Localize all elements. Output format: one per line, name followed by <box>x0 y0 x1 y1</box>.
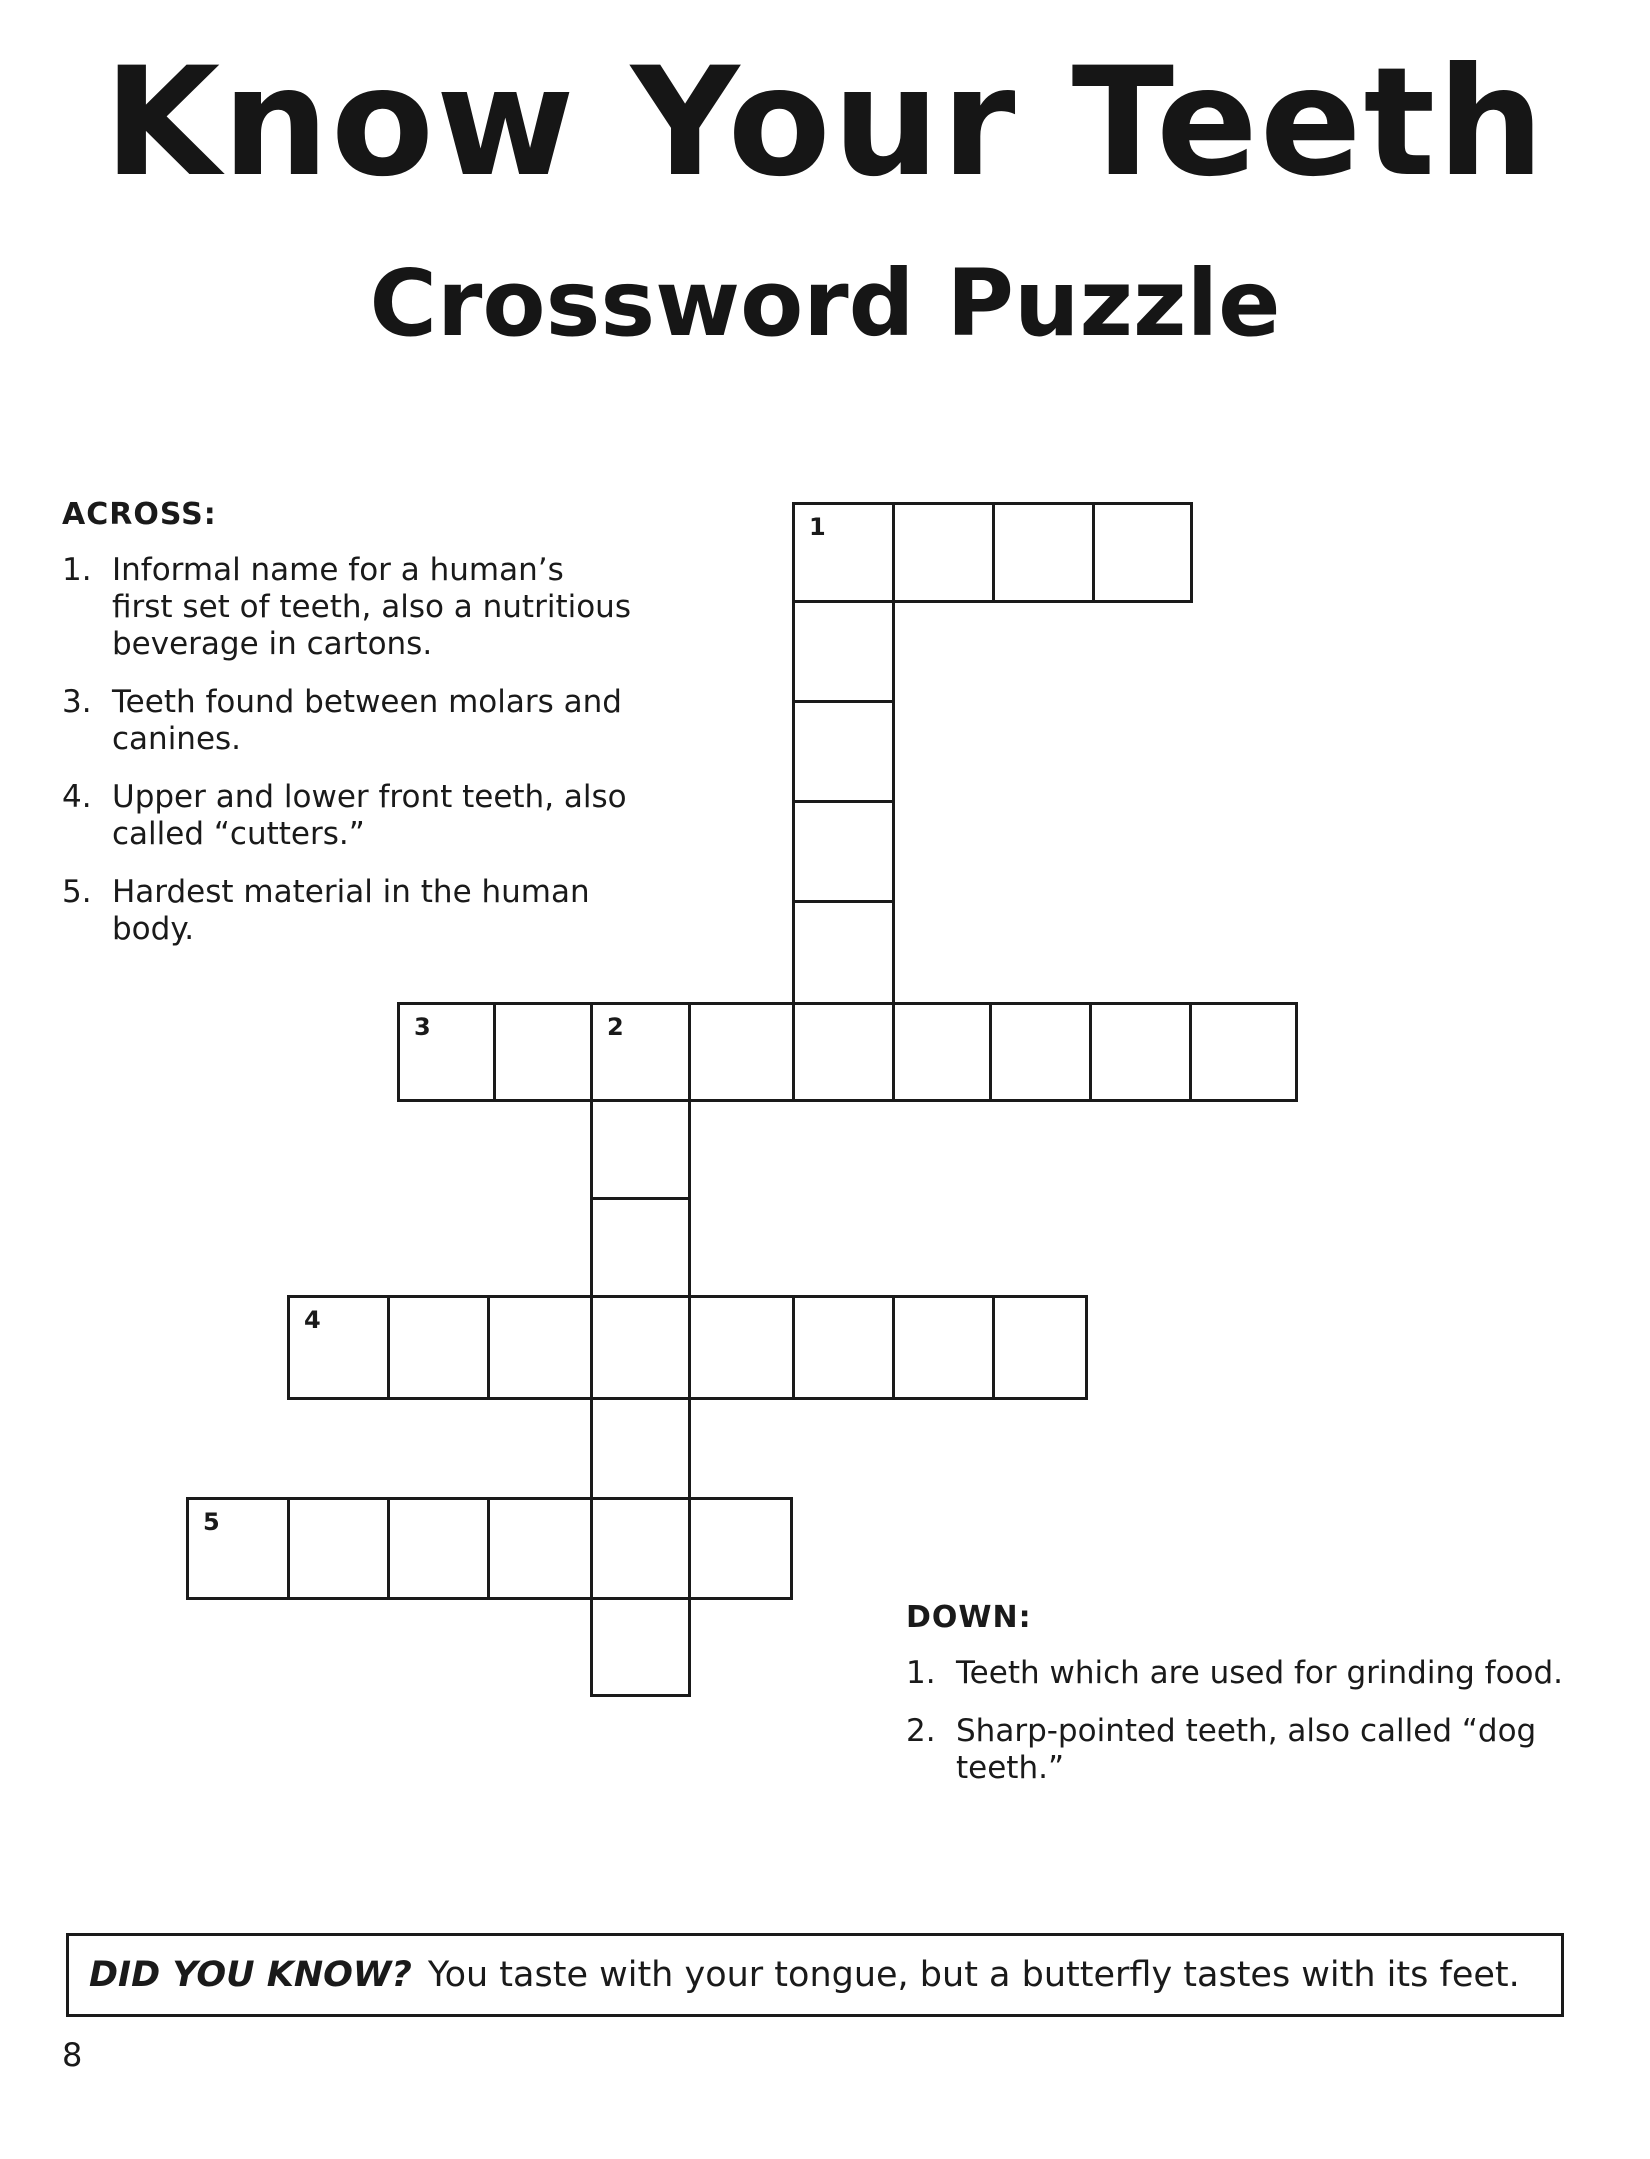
grid-cell[interactable] <box>1092 502 1193 603</box>
clue-text: Teeth which are used for grinding food. <box>956 1655 1564 1691</box>
grid-cell[interactable] <box>590 1197 691 1298</box>
grid-cell[interactable] <box>688 1497 793 1600</box>
grid-cell[interactable] <box>992 1295 1088 1400</box>
clue-text: Sharp-pointed teeth, also called “dog teeth.” <box>956 1713 1537 1786</box>
grid-cell[interactable] <box>688 1295 795 1400</box>
grid-cell[interactable] <box>792 502 895 603</box>
grid-cell[interactable] <box>1189 1002 1298 1102</box>
grid-cell[interactable] <box>387 1295 490 1400</box>
grid-cell[interactable] <box>590 1099 691 1200</box>
grid-cell[interactable] <box>487 1295 593 1400</box>
grid-cell[interactable] <box>792 600 895 703</box>
grid-cell[interactable] <box>688 1002 795 1102</box>
grid-cell[interactable] <box>892 1295 995 1400</box>
grid-cell[interactable] <box>792 1295 895 1400</box>
grid-cell[interactable] <box>287 1295 390 1400</box>
clue-number: 2. <box>906 1713 936 1749</box>
clue-number: 3. <box>62 684 92 720</box>
grid-cell[interactable] <box>792 900 895 1005</box>
grid-cell[interactable] <box>1089 1002 1192 1102</box>
did-you-know-box <box>66 1933 1564 2017</box>
grid-cell[interactable] <box>186 1497 290 1600</box>
cell-number: 4 <box>304 1306 321 1334</box>
down-clue-1 <box>906 1655 1586 1692</box>
grid-cell[interactable] <box>590 1002 691 1102</box>
grid-cell[interactable] <box>397 1002 496 1102</box>
cell-number: 1 <box>809 513 826 541</box>
across-clue-4 <box>62 779 632 853</box>
did-you-know-label: DID YOU KNOW? <box>89 1955 412 1995</box>
down-heading: DOWN: <box>906 1600 1032 1635</box>
grid-cell[interactable] <box>989 1002 1092 1102</box>
clue-text: Upper and lower front teeth, also called “cutters.” <box>112 779 627 852</box>
grid-cell[interactable] <box>387 1497 490 1600</box>
grid-cell[interactable] <box>792 1002 895 1102</box>
clue-text: Informal name for a human’s first set of teeth, also a nutritious beverage in cartons. <box>112 552 631 662</box>
did-you-know-text: You taste with your tongue, but a butterfly tastes with its feet. <box>427 1955 1520 1995</box>
across-heading: ACROSS: <box>62 497 217 532</box>
grid-cell[interactable] <box>590 1597 691 1697</box>
clue-number: 4. <box>62 779 92 815</box>
grid-cell[interactable] <box>590 1397 691 1501</box>
clue-number: 1. <box>62 552 92 588</box>
grid-cell[interactable] <box>992 502 1095 603</box>
page-title: Know Your Teeth <box>103 36 1547 210</box>
grid-cell[interactable] <box>487 1497 593 1600</box>
across-clue-5 <box>62 874 632 948</box>
across-clue-3 <box>62 684 632 758</box>
grid-cell[interactable] <box>792 700 895 803</box>
grid-cell[interactable] <box>287 1497 390 1600</box>
grid-cell[interactable] <box>892 502 995 603</box>
cell-number: 2 <box>607 1013 624 1041</box>
clue-number: 1. <box>906 1655 936 1691</box>
grid-cell[interactable] <box>892 1002 992 1102</box>
page-subtitle: Crossword Puzzle <box>369 250 1281 357</box>
cell-number: 5 <box>203 1508 220 1536</box>
grid-cell[interactable] <box>590 1497 691 1600</box>
clue-text: Hardest material in the human body. <box>112 874 590 947</box>
grid-cell[interactable] <box>792 800 895 903</box>
across-clue-list <box>62 552 632 969</box>
across-clue-1 <box>62 552 632 663</box>
clue-number: 5. <box>62 874 92 910</box>
page-number: 8 <box>62 2036 83 2074</box>
cell-number: 3 <box>414 1013 431 1041</box>
clue-text: Teeth found between molars and canines. <box>112 684 622 757</box>
grid-cell[interactable] <box>493 1002 593 1102</box>
grid-cell[interactable] <box>590 1295 691 1400</box>
down-clue-2 <box>906 1713 1586 1787</box>
down-clue-list <box>906 1655 1586 1808</box>
